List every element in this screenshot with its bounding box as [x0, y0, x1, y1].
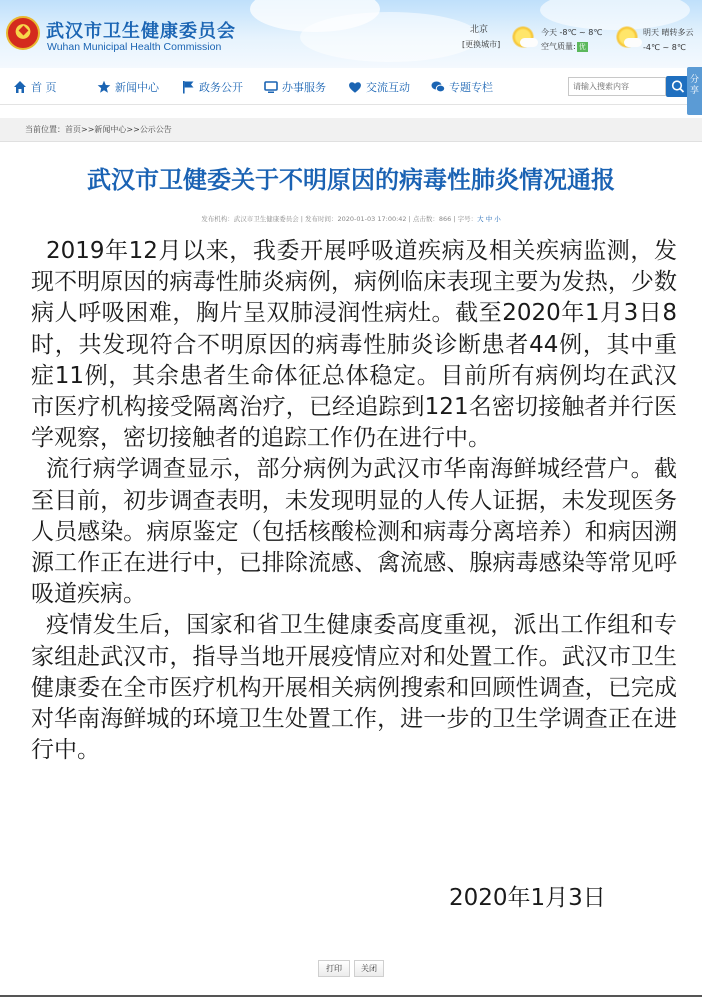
nav-item-government-affairs[interactable]: [181, 79, 243, 95]
weather-tomorrow: 明天 晴转多云: [643, 28, 694, 37]
heart-icon: [348, 80, 362, 94]
nav-item-home[interactable]: [13, 79, 57, 95]
nav-item-label: 新闻中心: [115, 81, 159, 94]
font-size-medium[interactable]: 中: [485, 215, 493, 223]
monitor-icon: [264, 80, 278, 94]
weather-tomorrow-temp: -4℃ ~ 8℃: [643, 43, 686, 52]
air-quality-label: 空气质量:: [541, 42, 576, 51]
nav-item-services[interactable]: [264, 79, 326, 95]
chat-icon: [431, 80, 445, 94]
header-cloud: [540, 0, 690, 30]
breadcrumb-news-center[interactable]: 新闻中心: [94, 125, 127, 134]
nav-item-label: 专题专栏: [449, 81, 493, 94]
meta-publisher: 发布机构：武汉市卫生健康委员会: [201, 215, 299, 223]
nav-item-label: 交流互动: [366, 81, 410, 94]
article-title: 武汉市卫健委关于不明原因的病毒性肺炎情况通报: [87, 166, 615, 194]
site-header: [0, 0, 702, 68]
star-icon: [97, 80, 111, 94]
article-meta: 发布机构：武汉市卫生健康委员会 | 发布时间：2020-01-03 17:00:42 | 点击数：866 | 字号：大 中 小: [201, 215, 501, 223]
main-nav: [0, 68, 702, 105]
share-tab[interactable]: 分享: [687, 67, 702, 115]
font-size-small[interactable]: 小: [494, 215, 501, 223]
switch-city-link[interactable]: [更换城市]: [462, 40, 501, 49]
footer-divider: [0, 995, 702, 997]
article-paragraph: 疫情发生后，国家和省卫生健康委高度重视，派出工作组和专家组赴武汉市，指导当地开展疫情应对和处置工作。武汉市卫生健康委在全市医疗机构开展相关病例搜索和回顾性调查，已完成对华南海鲜城的环境卫生处置工作，进一步的卫生学调查正在进行中。: [31, 612, 677, 764]
meta-hits: 点击数：866: [412, 215, 452, 223]
sunny-icon: [512, 26, 534, 48]
header-cloud: [300, 12, 480, 62]
article-paragraph: 2019年12月以来，我委开展呼吸道疾病及相关疾病监测，发现不明原因的病毒性肺炎病例，病例临床表现主要为发热，少数病人呼吸困难，胸片呈双肺浸润性病灶。截至2020年1月3日8时，共发现符合不明原因的病毒性肺炎诊断患者44例，其中重症11例，其余患者生命体征总体稳定。目前所有病例均在武汉市医疗机构接受隔离治疗，已经追踪到121名密切接触者并行医学观察，密切接触者的追踪工作仍在进行中。: [31, 238, 677, 452]
breadcrumb-prefix: 当前位置：: [25, 125, 65, 134]
search-input[interactable]: [568, 77, 666, 96]
article-date: 2020年1月3日: [449, 885, 606, 911]
article-paragraph: 流行病学调查显示，部分病例为武汉市华南海鲜城经营户。截至目前，初步调查表明，未发现明显的人传人证据，未发现医务人员感染。病原鉴定（包括核酸检测和病毒分离培养）和病因溯源工作正在进行中，已排除流感、禽流感、腺病毒感染等常见呼吸道疾病。: [31, 456, 677, 608]
home-icon: [13, 80, 27, 94]
air-quality: [541, 41, 588, 52]
breadcrumb-announcements[interactable]: 公示公告: [139, 125, 172, 134]
weather-today: 今天 -8℃ ~ 8℃: [541, 28, 603, 37]
breadcrumb-home[interactable]: 首页: [65, 125, 81, 134]
print-button[interactable]: 打印: [318, 960, 350, 977]
nav-item-news-center[interactable]: [97, 79, 159, 95]
national-emblem-logo: [6, 16, 40, 50]
breadcrumb-separator: >>: [126, 125, 140, 134]
nav-item-label: 首 页: [31, 81, 57, 94]
nav-item-label: 办事服务: [282, 81, 326, 94]
site-name-english: Wuhan Municipal Health Commission: [47, 41, 222, 53]
nav-item-interaction[interactable]: [348, 79, 410, 95]
air-quality-badge: 优: [578, 43, 586, 51]
breadcrumb: [0, 118, 702, 142]
close-button[interactable]: 关闭: [354, 960, 384, 977]
breadcrumb-separator: >>: [81, 125, 95, 134]
meta-font-size-label: 字号：: [457, 215, 478, 223]
weather-city: 北京: [470, 25, 489, 35]
article-body: [31, 236, 677, 766]
sunny-cloudy-icon: [616, 26, 638, 48]
font-size-large[interactable]: 大: [477, 215, 484, 223]
meta-date: 发布时间：2020-01-03 17:00:42: [305, 215, 407, 223]
site-name[interactable]: 武汉市卫生健康委员会: [46, 21, 236, 42]
nav-item-special-topics[interactable]: [431, 79, 493, 95]
nav-item-label: 政务公开: [199, 81, 243, 94]
flag-icon: [181, 80, 195, 94]
